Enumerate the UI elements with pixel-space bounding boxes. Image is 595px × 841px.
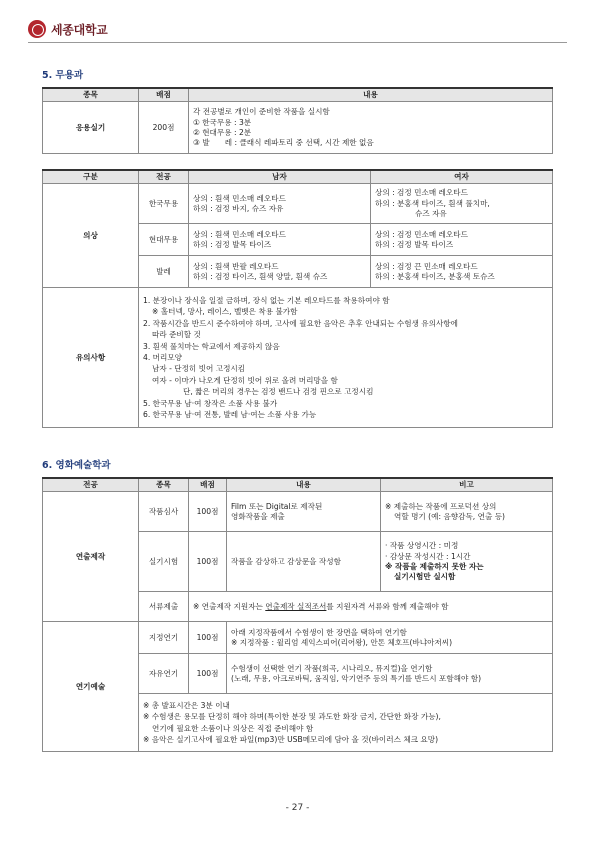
page-number: - 27 - [285, 803, 310, 813]
header-cell: 내용 [227, 478, 381, 492]
doc-note-text: 를 지원자격 서류와 함께 제출해야 함 [326, 601, 449, 611]
header-cell: 전공 [43, 478, 139, 492]
doc-note-cell [189, 592, 553, 622]
content-line: 영화작품을 제출 [231, 511, 285, 521]
content-line: 하의 : 분홍색 타이즈, 분홍색 토슈즈 [375, 271, 495, 281]
item-cell: 서류제출 [139, 592, 189, 622]
acting-notes-cell [139, 694, 553, 752]
remark-line: 실기시험만 실시함 [394, 572, 456, 581]
note-line: 4. 머리모양 [143, 353, 183, 363]
note-line: ※ 총 발표시간은 3분 이내 [143, 700, 230, 710]
content-line: 슈즈 자유 [415, 208, 447, 218]
item-cell: 작품심사 [139, 492, 189, 532]
header-cell: 비고 [381, 478, 553, 492]
header-cell: 남자 [189, 170, 371, 184]
female-cell [371, 224, 553, 256]
content-line: 상의 : 흰색 민소매 레오타드 [193, 229, 286, 239]
remark-line: 역할 명기 (예: 음향감독, 연출 등) [394, 511, 505, 521]
section-5-title: 5. 무용과 [42, 70, 84, 81]
university-name: 세종대학교 [51, 22, 108, 37]
note-line: ※ 음악은 실기고사에 필요한 파일(mp3)만 USB메모리에 담아 올 것(바이러스 체크 요망) [143, 735, 439, 745]
score-cell: 100점 [189, 622, 227, 654]
note-line: 따라 준비할 것 [152, 330, 201, 340]
score-cell: 100점 [189, 492, 227, 532]
item-cell: 지정연기 [139, 622, 189, 654]
female-cell [371, 184, 553, 224]
content-line: 상의 : 흰색 민소매 레오타드 [193, 193, 286, 203]
note-line: 6. 한국무용 남·여 전통, 발레 남·여는 소품 사용 가능 [143, 410, 317, 419]
male-cell [189, 256, 371, 288]
content-line: 작품을 감상하고 감상문을 작성함 [231, 556, 341, 566]
content-line: 아래 지정작품에서 수험생이 한 장면을 택하여 연기함 [231, 627, 407, 637]
dance-costume-table [42, 169, 553, 428]
header-divider [28, 42, 567, 43]
note-line: 5. 한국무용 남·여 창작은 소품 사용 불가 [143, 398, 278, 408]
content-line: ② 현대무용 : 2분 [193, 127, 252, 137]
content-line: ① 한국무용 : 3분 [193, 117, 252, 127]
content-cell [227, 654, 553, 694]
remark-line: · 작품 상영시간 : 미정 [385, 541, 459, 551]
content-line: 수험생이 선택한 연기 작품(희곡, 시나리오, 뮤지컬)을 연기함 [231, 663, 433, 673]
notes-label: 유의사항 [43, 288, 139, 428]
table-header-row [43, 88, 553, 102]
costume-label: 의상 [43, 184, 139, 288]
header-cell: 전공 [139, 170, 189, 184]
note-line: 2. 작품시간을 반드시 준수하여야 하며, 고사에 필요한 음악은 추후 안내되는 수험생 유의사항에 [143, 318, 458, 328]
content-line: 각 전공별로 개인이 준비한 작품을 실시함 [193, 107, 330, 117]
content-line: 상의 : 검정 민소매 레오타드 [375, 229, 468, 239]
header-cell: 내용 [189, 88, 553, 102]
remark-cell [381, 532, 553, 592]
item-cell: 응용실기 [43, 102, 139, 154]
content-line: Film 또는 Digital로 제작된 [231, 501, 323, 511]
header-cell: 종목 [43, 88, 139, 102]
note-line: 단, 짧은 머리의 경우는 검정 밴드나 검정 핀으로 고정시킴 [183, 387, 374, 397]
table-row [43, 492, 553, 532]
major-label: 연출제작 [43, 492, 139, 622]
major-label: 연기예술 [43, 622, 139, 752]
table-row [43, 102, 553, 154]
doc-note-text: ※ 연출제작 지원자는 [193, 601, 266, 611]
content-cell [227, 532, 381, 592]
score-cell: 200점 [139, 102, 189, 154]
table-row [43, 184, 553, 224]
content-line: 하의 : 분홍색 타이즈, 흰색 풀치마, [375, 198, 490, 208]
content-line: 상의 : 흰색 반팔 레오타드 [193, 261, 279, 271]
note-line: 연기에 필요한 소품이나 의상은 직접 준비해야 함 [152, 723, 314, 733]
content-line: 하의 : 검정 타이즈, 흰색 양말, 흰색 슈즈 [193, 271, 328, 281]
header-cell: 여자 [371, 170, 553, 184]
doc-note-line [193, 602, 548, 612]
note-line: 1. 분장이나 장식을 일절 금하며, 장식 없는 기본 레오타드를 착용하여야 함 [143, 296, 390, 306]
female-cell [371, 256, 553, 288]
doc-note-underlined: 연출제작 실적조서 [265, 601, 327, 611]
note-line: ※ 수험생은 용모를 단정히 해야 하며(특이한 분장 및 과도한 화장 금지, 간단한 화장 가능), [143, 712, 441, 722]
male-cell [189, 184, 371, 224]
major-cell: 발레 [139, 256, 189, 288]
header-cell: 배점 [139, 88, 189, 102]
table-row [43, 288, 553, 428]
table-row [43, 622, 553, 654]
content-cell [227, 492, 381, 532]
film-exam-table [42, 477, 553, 752]
remark-line: ※ 제출하는 작품에 프로덕션 상의 [385, 501, 497, 511]
content-cell [227, 622, 553, 654]
remark-line: · 감상문 작성시간 : 1시간 [385, 551, 471, 561]
note-line: ※ 홀터넥, 망사, 레이스, 벨벳은 착용 불가함 [152, 307, 298, 317]
major-cell: 한국무용 [139, 184, 189, 224]
score-cell: 100점 [189, 654, 227, 694]
note-line: 남자 - 단정히 빗어 고정시킴 [152, 364, 246, 374]
university-logo-icon [28, 20, 46, 38]
content-line: 상의 : 검정 끈 민소매 레오타드 [375, 261, 478, 271]
section-6-title: 6. 영화예술학과 [42, 460, 111, 471]
note-line: 여자 - 이마가 나오게 단정히 빗어 위로 올려 머리망을 함 [152, 375, 338, 385]
dance-exam-table [42, 87, 553, 154]
content-line: 하의 : 검정 바지, 슈즈 자유 [193, 203, 284, 213]
content-cell [189, 102, 553, 154]
note-line: 3. 흰색 풀치마는 학교에서 제공하지 않음 [143, 341, 280, 351]
content-line: ③ 발 레 : 클래식 레파토리 중 선택, 시간 제한 없음 [193, 138, 374, 147]
remark-cell [381, 492, 553, 532]
header [28, 18, 107, 40]
content-line: 하의 : 검정 발목 타이즈 [193, 239, 272, 249]
table-header-row [43, 170, 553, 184]
remark-line: ※ 작품을 제출하지 못한 자는 [385, 561, 484, 571]
major-cell: 현대무용 [139, 224, 189, 256]
content-line: (노래, 무용, 아크로바틱, 움직임, 악기연주 등의 특기를 반드시 포함해야 함) [231, 673, 482, 683]
header-cell: 종목 [139, 478, 189, 492]
item-cell: 자유연기 [139, 654, 189, 694]
content-line: ※ 지정작품 : 윌리엄 셰익스피어(리어왕), 안톤 체호프(바냐아저씨) [231, 637, 453, 647]
table-header-row [43, 478, 553, 492]
notes-cell [139, 288, 553, 428]
item-cell: 실기시험 [139, 532, 189, 592]
male-cell [189, 224, 371, 256]
content-line: 상의 : 검정 민소매 레오타드 [375, 188, 468, 198]
score-cell: 100점 [189, 532, 227, 592]
header-cell: 구분 [43, 170, 139, 184]
content-line: 하의 : 검정 발목 타이즈 [375, 239, 454, 249]
header-cell: 배점 [189, 478, 227, 492]
